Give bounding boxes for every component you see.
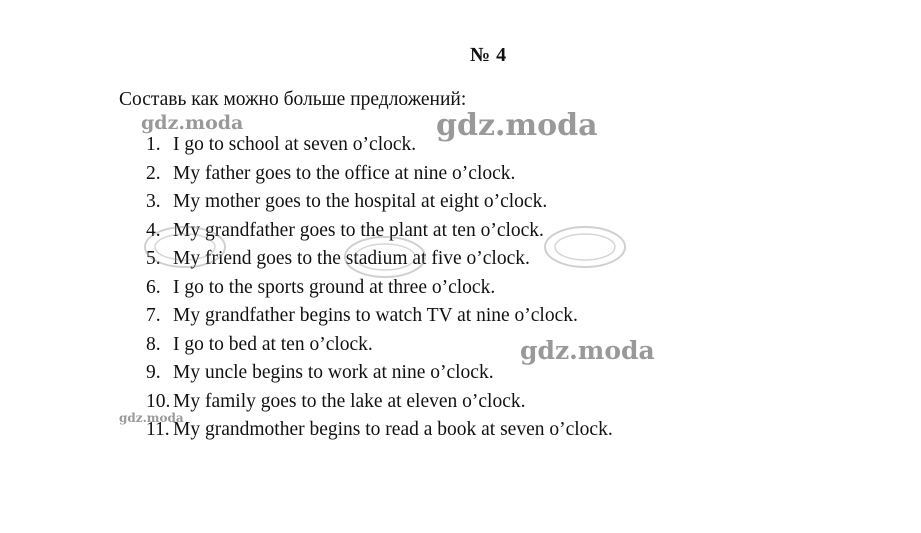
- watermark-tiny: gdz.moda: [119, 411, 184, 425]
- sentence-text: My father goes to the office at nine o’clock.: [173, 162, 516, 184]
- sentence-number: 2.: [146, 162, 161, 184]
- sentence-text: I go to the sports ground at three o’clock.: [173, 276, 496, 298]
- sentence-text: My grandfather begins to watch TV at nine o’clock.: [173, 305, 578, 326]
- watermark-large: gdz.moda: [436, 108, 598, 143]
- sentence-text: I go to bed at ten o’clock.: [173, 333, 373, 355]
- sentence-number: 4.: [146, 219, 161, 241]
- sentence-text: I go to school at seven o’clock.: [173, 134, 417, 155]
- sentence-item: [146, 331, 613, 360]
- sentence-number: 5.: [146, 248, 161, 269]
- sentence-number: 9.: [146, 362, 161, 383]
- sentence-number: 7.: [146, 305, 161, 326]
- sentence-item: [146, 188, 613, 217]
- watermark-medium: gdz.moda: [520, 336, 655, 365]
- watermark-small: gdz.moda: [141, 112, 244, 134]
- task-number: № 4: [470, 44, 507, 66]
- sentence-item: [146, 302, 613, 331]
- sentence-number: 6.: [146, 276, 161, 298]
- sentence-text: My mother goes to the hospital at eight o’clock.: [173, 191, 548, 212]
- sentence-number: 1.: [146, 134, 161, 155]
- sentence-item: [146, 274, 613, 303]
- task-instruction: Составь как можно больше предложений:: [119, 89, 467, 110]
- sentence-text: My friend goes to the stadium at five o’clock.: [173, 248, 530, 269]
- sentence-item: [146, 245, 613, 274]
- sentence-number: 8.: [146, 333, 161, 355]
- sentence-text: My grandmother begins to read a book at seven o’clock.: [173, 419, 613, 440]
- sentence-text: My grandfather goes to the plant at ten o’clock.: [173, 219, 544, 241]
- sentence-item: [146, 388, 613, 417]
- sentence-text: My family goes to the lake at eleven o’clock.: [173, 390, 526, 412]
- sentence-item: [146, 359, 613, 388]
- sentence-number: 10.: [146, 390, 171, 412]
- sentence-number: 11.: [146, 419, 170, 440]
- sentence-item: [146, 131, 613, 160]
- sentence-text: My uncle begins to work at nine o’clock.: [173, 362, 494, 383]
- sentence-list: [146, 131, 613, 445]
- sentence-item: [146, 217, 613, 246]
- sentence-number: 3.: [146, 191, 161, 212]
- sentence-item: [146, 416, 613, 445]
- sentence-item: [146, 160, 613, 189]
